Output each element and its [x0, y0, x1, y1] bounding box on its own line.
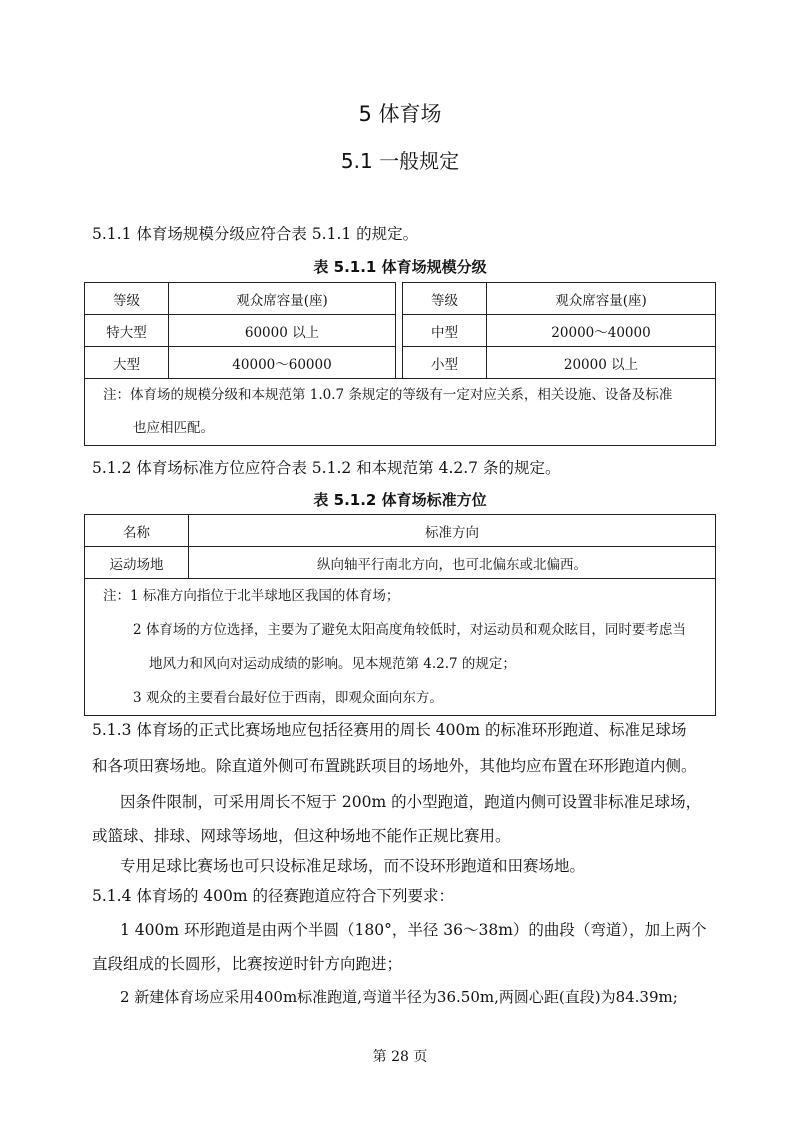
table-cell: 等级: [403, 283, 487, 315]
scale-table: [84, 282, 716, 446]
clause-5-1-3-line: 专用足球比赛场也可只设标准足球场，而不设环形跑道和田赛场地。: [120, 857, 586, 875]
table-cell: 20000～40000: [487, 315, 716, 347]
table-cell: 运动场地: [85, 547, 189, 579]
note-line: 也应相匹配。: [133, 420, 214, 436]
clause-5-1-3-line: 因条件限制，可采用周长不短于 200m 的小型跑道，跑道内侧可设置非标准足球场，: [120, 793, 702, 811]
table-caption-2: 表 5.1.2 体育场标准方位: [313, 491, 487, 509]
note-line: 注：1 标准方向指位于北半球地区我国的体育场；: [103, 588, 400, 604]
chapter-title: 5 体育场: [358, 102, 442, 126]
table-caption-1: 表 5.1.1 体育场规模分级: [313, 258, 487, 276]
table-gap: [396, 347, 403, 379]
orientation-table: [84, 514, 716, 716]
table-row: [85, 515, 716, 547]
table-cell: 中型: [403, 315, 487, 347]
table-cell: 标准方向: [189, 515, 716, 547]
clause-5-1-3-line: 和各项田赛场地。除直道外侧可布置跳跃项目的场地外，其他均应布置在环形跑道内侧。: [92, 757, 697, 775]
clause-5-1-3-line: 5.1.3 体育场的正式比赛场地应包括径赛用的周长 400m 的标准环形跑道、标准足球场: [92, 721, 687, 739]
table-gap: [396, 283, 403, 315]
clause-5-1-3-line: 或篮球、排球、网球等场地，但这种场地不能作正规比赛用。: [92, 827, 511, 845]
clause-5-1-4-line: 5.1.4 体育场的 400m 的径赛跑道应符合下列要求：: [92, 887, 455, 905]
table-note-row: [85, 579, 716, 716]
table-cell: 大型: [85, 347, 169, 379]
table-row: [85, 283, 716, 315]
note-line: 3 观众的主要看台最好位于西南，即观众面向东方。: [133, 690, 443, 706]
table-cell: 等级: [85, 283, 169, 315]
table-cell: 名称: [85, 515, 189, 547]
note-line: 2 体育场的方位选择，主要为了避免太阳高度角较低时，对运动员和观众眩目，同时要考虑当: [133, 622, 686, 638]
table-cell: 60000 以上: [169, 315, 396, 347]
clause-5-1-4-line: 直段组成的长圆形，比赛按逆时针方向跑进；: [92, 955, 403, 973]
page-number: 第 28 页: [372, 1049, 428, 1065]
clause-5-1-4-line: 1 400m 环形跑道是由两个半圆（180°，半径 36～38m）的曲段（弯道），加上两个: [120, 921, 707, 939]
clause-5-1-2: 5.1.2 体育场标准方位应符合表 5.1.2 和本规范第 4.2.7 条的规定。: [92, 459, 561, 477]
table-cell: 纵向轴平行南北方向，也可北偏东或北偏西。: [189, 547, 716, 579]
table-note-row: [85, 379, 716, 446]
table-row: [85, 347, 716, 379]
table-cell: 20000 以上: [487, 347, 716, 379]
note-line: 地风力和风向对运动成绩的影响。见本规范第 4.2.7 的规定；: [149, 656, 516, 672]
clause-5-1-1: 5.1.1 体育场规模分级应符合表 5.1.1 的规定。: [92, 225, 419, 243]
section-title: 5.1 一般规定: [340, 149, 460, 173]
table-row: [85, 315, 716, 347]
table-cell: 小型: [403, 347, 487, 379]
table-row: [85, 547, 716, 579]
table-cell: 40000～60000: [169, 347, 396, 379]
table-cell: 观众席容量(座): [169, 283, 396, 315]
clause-5-1-4-line: 2 新建体育场应采用400m标准跑道,弯道半径为36.50m,两圆心距(直段)为84.39m;: [120, 988, 678, 1006]
table-note: [85, 379, 716, 446]
table-gap: [396, 315, 403, 347]
table-cell: 观众席容量(座): [487, 283, 716, 315]
table-note: [85, 579, 716, 716]
note-line: 注：体育场的规模分级和本规范第 1.0.7 条规定的等级有一定对应关系，相关设施、设备及标准: [103, 387, 673, 403]
table-cell: 特大型: [85, 315, 169, 347]
